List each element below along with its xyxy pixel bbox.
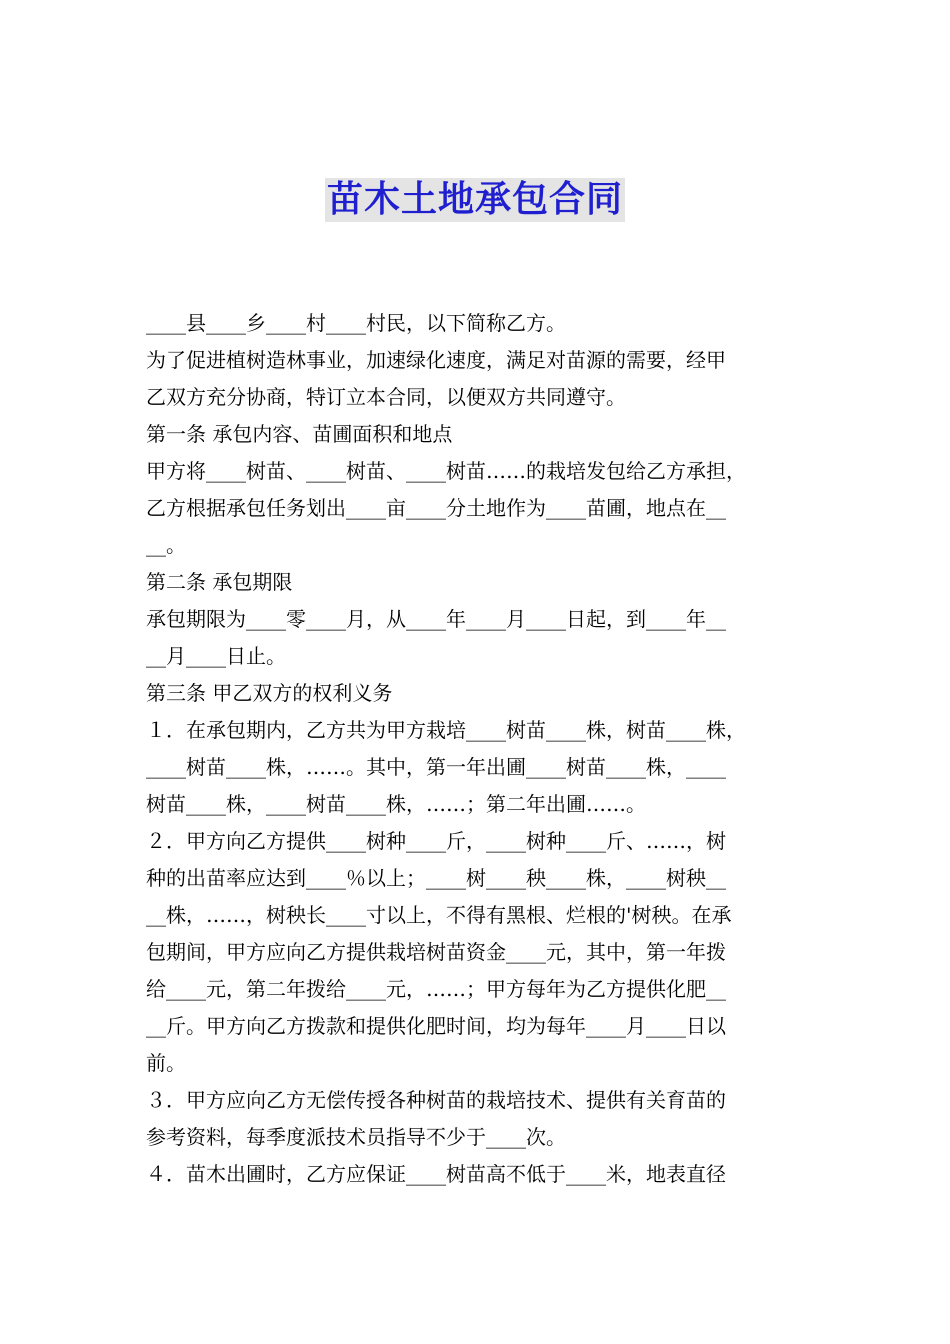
body-line: __月____日止。 xyxy=(146,644,286,668)
body-line: ____县____乡____村____村民，以下简称乙方。 xyxy=(146,311,566,335)
body-line: 乙方根据承包任务划出____亩____分土地作为____苗圃，地点在__ xyxy=(146,496,726,520)
body-line: 种的出苗率应达到____％以上；____树____秧____株，____树秧__ xyxy=(146,866,726,890)
section-heading: 第一条 承包内容、苗圃面积和地点 xyxy=(146,422,453,446)
body-line: ４．苗木出圃时，乙方应保证____树苗高不低于____米，地表直径 xyxy=(146,1162,726,1186)
title-container xyxy=(0,178,950,222)
body-line: ３．甲方应向乙方无偿传授各种树苗的栽培技术、提供有关育苗的 xyxy=(146,1088,726,1112)
body-line: 参考资料，每季度派技术员指导不少于____次。 xyxy=(146,1125,566,1149)
body-line: __。 xyxy=(146,533,186,557)
body-line: 乙双方充分协商，特订立本合同，以便双方共同遵守。 xyxy=(146,385,626,409)
body-line: 承包期限为____零____月，从____年____月____日起，到____年__ xyxy=(146,607,726,631)
section-heading: 第三条 甲乙双方的权利义务 xyxy=(146,681,393,705)
body-line: ２．甲方向乙方提供____树种____斤，____树种____斤、……，树 xyxy=(146,829,726,853)
body-line: 给____元，第二年拨给____元，……；甲方每年为乙方提供化肥__ xyxy=(146,977,726,1001)
body-line: 为了促进植树造林事业，加速绿化速度，满足对苗源的需要，经甲 xyxy=(146,348,726,372)
body-line: 前。 xyxy=(146,1051,186,1075)
body-line: __斤。甲方向乙方拨款和提供化肥时间，均为每年____月____日以 xyxy=(146,1014,726,1038)
body-line: __株，……，树秧长____寸以上，不得有黑根、烂根的'树秧。在承 xyxy=(146,903,732,927)
section-heading: 第二条 承包期限 xyxy=(146,570,293,594)
body-line: 包期间，甲方应向乙方提供栽培树苗资金____元，其中，第一年拨 xyxy=(146,940,726,964)
body-line: ____树苗____株，……。其中，第一年出圃____树苗____株，____ xyxy=(146,755,726,779)
document-title: 苗木土地承包合同 xyxy=(326,179,623,220)
body-line: １．在承包期内，乙方共为甲方栽培____树苗____株，树苗____株， xyxy=(146,718,746,742)
contract-body xyxy=(146,305,810,1193)
body-line: 树苗____株，____树苗____株，……；第二年出圃……。 xyxy=(146,792,646,816)
body-line: 甲方将____树苗、____树苗、____树苗……的栽培发包给乙方承担， xyxy=(146,459,746,483)
